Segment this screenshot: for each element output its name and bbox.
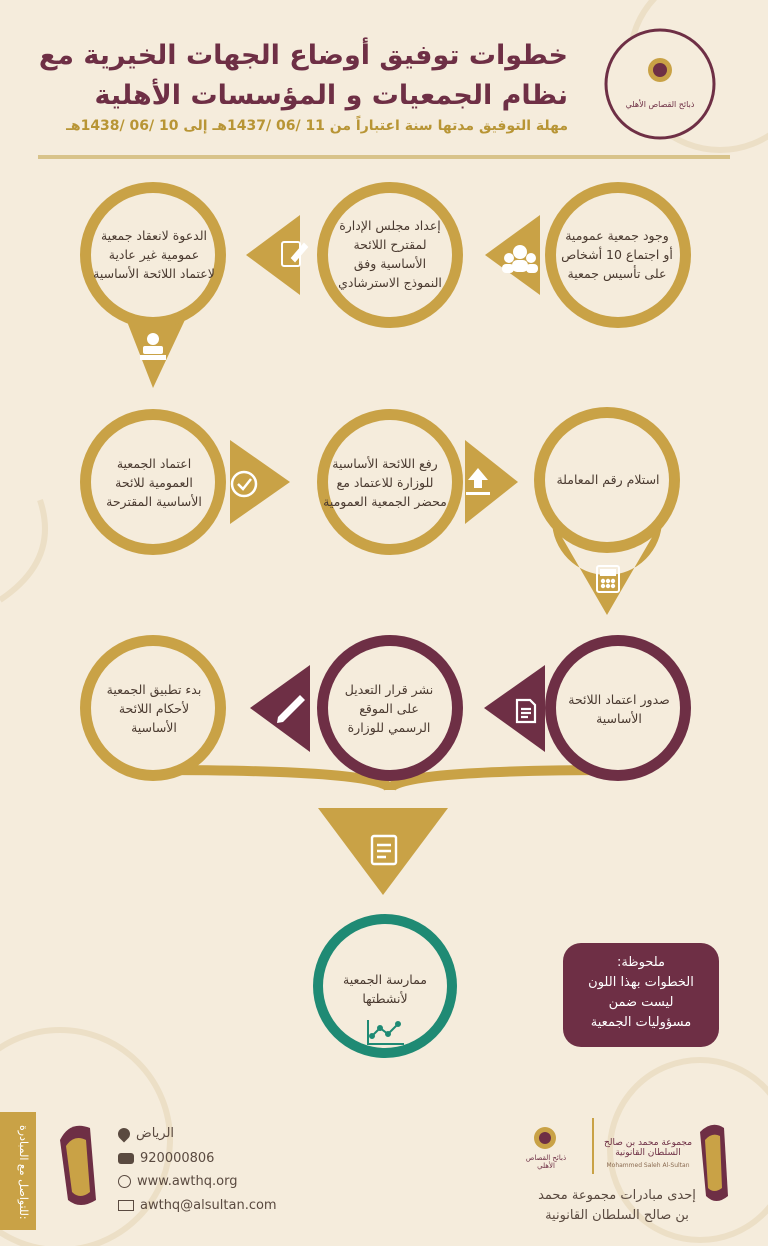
step-9-text: [95, 680, 213, 737]
group-caption: [512, 1186, 722, 1226]
contact-website[interactable]: [118, 1174, 237, 1189]
note-box: [563, 943, 719, 1047]
website-link[interactable]: www.awthq.org: [137, 1174, 238, 1189]
subtitle: مهلة التوفيق مدتها سنة اعتباراً من 11 /06 /1437هـ إلى 10 /06 /1438هـ: [66, 118, 568, 134]
logo-ring: [606, 30, 714, 138]
step-3-text: [84, 226, 224, 283]
title-line-1: خطوات توفيق أوضاع الجهات الخيرية مع: [38, 40, 568, 71]
step-7-line: الأساسية: [596, 711, 642, 726]
header-divider: [38, 155, 730, 159]
step-7-text: [560, 690, 678, 728]
step-6-line: اعتماد الجمعية: [116, 456, 192, 471]
step-10-line: لأنشطتها: [362, 991, 408, 1006]
city-text: الرياض: [136, 1126, 175, 1141]
sultan-logo-text: مجموعة محمد بن صالح السلطان القانونية: [603, 1138, 693, 1158]
step-2-line: لمقترح اللائحة: [353, 237, 427, 252]
note-title: ملحوظة:: [616, 955, 666, 970]
title-line-2: نظام الجمعيات و المؤسسات الأهلية: [94, 80, 568, 111]
step-9-line: الأساسية: [131, 720, 177, 735]
step-5-text: [320, 454, 450, 511]
step-9-line: بدء تطبيق الجمعية: [106, 682, 202, 697]
step-5-line: محضر الجمعية العمومية: [323, 494, 447, 509]
step-6-line: الأساسية المقترحة: [106, 494, 202, 509]
page-title: [28, 36, 568, 116]
step-8-text: [330, 680, 448, 737]
awthq-footer-logo: ذبائح القصاص الأهلي: [525, 1154, 567, 1170]
step-7-line: صدور اعتماد اللائحة: [568, 692, 670, 707]
location-pin-icon: [116, 1125, 133, 1142]
step-8-line: نشر قرار التعديل: [344, 682, 434, 697]
phone-text: 920000806: [140, 1151, 215, 1166]
step-2-text: [331, 216, 449, 292]
globe-icon: [118, 1175, 131, 1188]
contact-side-label: للتواصل مع المبادرة:: [17, 1124, 30, 1220]
row2-flow: [80, 407, 680, 615]
step-2-line: إعداد مجلس الإدارة: [339, 218, 441, 233]
envelope-icon: [118, 1200, 134, 1211]
phone-icon: [118, 1153, 134, 1164]
step-6-text: [95, 454, 213, 511]
step-10-line: ممارسة الجمعية: [343, 972, 427, 987]
step-4-line: استلام رقم المعاملة: [556, 472, 660, 487]
step-10-text: [330, 970, 440, 1008]
step-9-line: لأحكام اللائحة: [118, 701, 190, 716]
contact-phone[interactable]: [118, 1151, 214, 1166]
step-2-line: الأساسية وفق: [353, 256, 427, 271]
contact-email[interactable]: [118, 1198, 277, 1213]
step-1-text: [558, 226, 676, 283]
step-3-line: الدعوة لانعقاد جمعية: [100, 228, 208, 243]
step-4-text: [548, 470, 668, 489]
note-line: مسؤوليات الجمعية: [590, 1015, 692, 1030]
awthq-logo-mark: [648, 58, 672, 82]
step-8-line: الرسمي للوزارة: [347, 720, 431, 735]
step-2-line: النموذج الاسترشادي: [338, 275, 442, 290]
step-6-line: العمومية للائحة: [115, 475, 193, 490]
sultan-logo-en: Mohammed Saleh Al-Sultan: [606, 1162, 690, 1169]
group-caption-line: إحدى مبادرات مجموعة محمد: [538, 1188, 696, 1203]
step-3-line: عمومية غير عادية: [108, 247, 200, 262]
step-5-line: رفع اللائحة الأساسية: [332, 456, 438, 471]
group-caption-line: بن صالح السلطان القانونية: [545, 1208, 689, 1223]
contact-city: [118, 1126, 174, 1141]
email-link[interactable]: awthq@alsultan.com: [140, 1198, 277, 1213]
step-5-line: للوزارة للاعتماد مع: [336, 475, 434, 490]
step-3-line: لاعتماد اللائحة الأساسية: [93, 266, 215, 281]
step-8-line: على الموقع: [359, 701, 419, 716]
step-1-line: على تأسيس جمعية: [567, 266, 667, 281]
step-1-line: وجود جمعية عمومية: [565, 228, 669, 243]
step-1-line: أو اجتماع 10 أشخاص: [561, 247, 673, 262]
note-line: ليست ضمن: [608, 995, 674, 1010]
note-line: الخطوات بهذا اللون: [588, 975, 694, 990]
logo-caption: ذبائح القصاص الأهلي: [625, 100, 695, 109]
